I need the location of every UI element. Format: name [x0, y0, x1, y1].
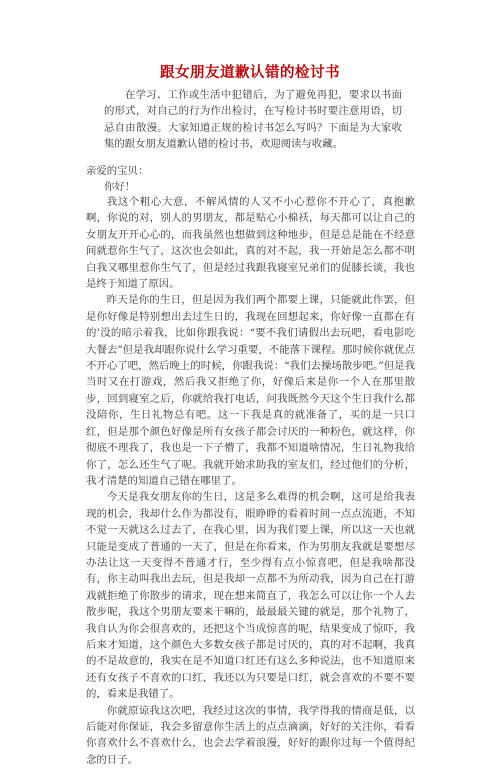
body-paragraph: 今天是我女朋友你的生日，这是多么难得的机会啊，这可是给我表现的机会，我却什么作为都没有，眼睁睁的看着时间一点点流逝，不知不觉一天就这么过去了，在我心里，因为我们要上课，所以这一天也就只能是变成了普通的一天了，但是在你看来，作为男朋友我就是要想尽办法让这一天变得不普通才行，至少得有点小惊喜吧，但是我啥都没有，你主动叫我出去玩，但是我却一点都不为所动我，因为自己在打游戏就拒绝了你散步的请求，现在想来简直了，我怎么可以让你一个人去散步呢，我这个男朋友要来干嘛的，最最最关键的就是，那个礼物了，我自认为你会很喜欢的，还把这个当成惊喜的呢，结果变成了惊吓，我后来才知道，这个颜色大多数女孩子都是讨厌的，真的对不起啊，我真的不是故意的，我实在是不知道口红还有这么多种说法，也不知道原来还有女孩子不喜欢的口红，我还以为只要是口红，就会喜欢的不要不要的，看来是我错了。	[86, 491, 415, 701]
body-paragraph: 昨天是你的生日，但是因为我们两个都要上课，只能就此作罢，但是你好像是特别想出去过生日的，我现在回想起来，你好像一直都在有的’没的暗示着我，比如你跟我说：“要不我们请假出去玩吧，看电影吃大餐去”但是我却跟你说什么学习重要，不能落下课程。那时候你就优点不开心了吧，然后晚上的时候，你跟我说：“我们去操场散步吧。”但是我当时又在打游戏，然后我又拒绝了你，好像后来是你一个人在那里散步，回到寝室之后，你就给我打电话，问我既然今天这个生日我什么都没陪你，生日礼物总有吧。这一下我是真的就准备了，买的是一只口红，但是那个颜色好像是所有女孩子都会讨厌的一种粉色，就这样，你彻底不理我了，我也是一下子懵了，我都不知道啥情况，生日礼物我给你了，怎么还生气了呢。我就开始求助我的室友们，经过他们的分析，我才清楚的知道自己错在哪里了。	[86, 294, 415, 487]
body-paragraph: 你就原谅我这次吧，我经过这次的事情，我学得我的情商是低，以后能对你保证，我会多留意你生活上的点点滴滴，好好的关注你，看看你喜欢什么不喜欢什么，也会去学着浪漫，好好的跟你过每一个值得纪念的日子。	[86, 704, 415, 766]
body-paragraph: 我这个粗心大意，不解风情的人又不小心惹你不开心了，真抱歉啊，你说的对，别人的男朋友，都是贴心小棉袄，每天都可以让自己的女朋友开开心心的，而我虽然也想做到这种地步，但是总是能在不经意间就惹你生气了，这次也会如此，真的对不起，我一开始是怎么都不明白我又哪里惹你生气了，但是经过我跟我寝室兄弟们的促膝长谈，我也是终于知道了原因。	[86, 196, 415, 291]
intro-paragraph: 在学习、工作或生活中犯错后，为了避免再犯，要求以书面的形式，对自己的行为作出检讨，在写检讨书时要注意用语，切忌自由散漫。大家知道正规的检讨书怎么写吗？下面是为大家收集的跟女朋友道歉认错的检讨书，欢迎阅读与收藏。	[104, 89, 402, 151]
document-title: 跟女朋友道歉认错的检讨书	[160, 64, 340, 81]
greeting: 你好！	[104, 181, 136, 193]
letter-body	[86, 194, 415, 768]
salutation: 亲爱的宝贝：	[86, 165, 149, 177]
